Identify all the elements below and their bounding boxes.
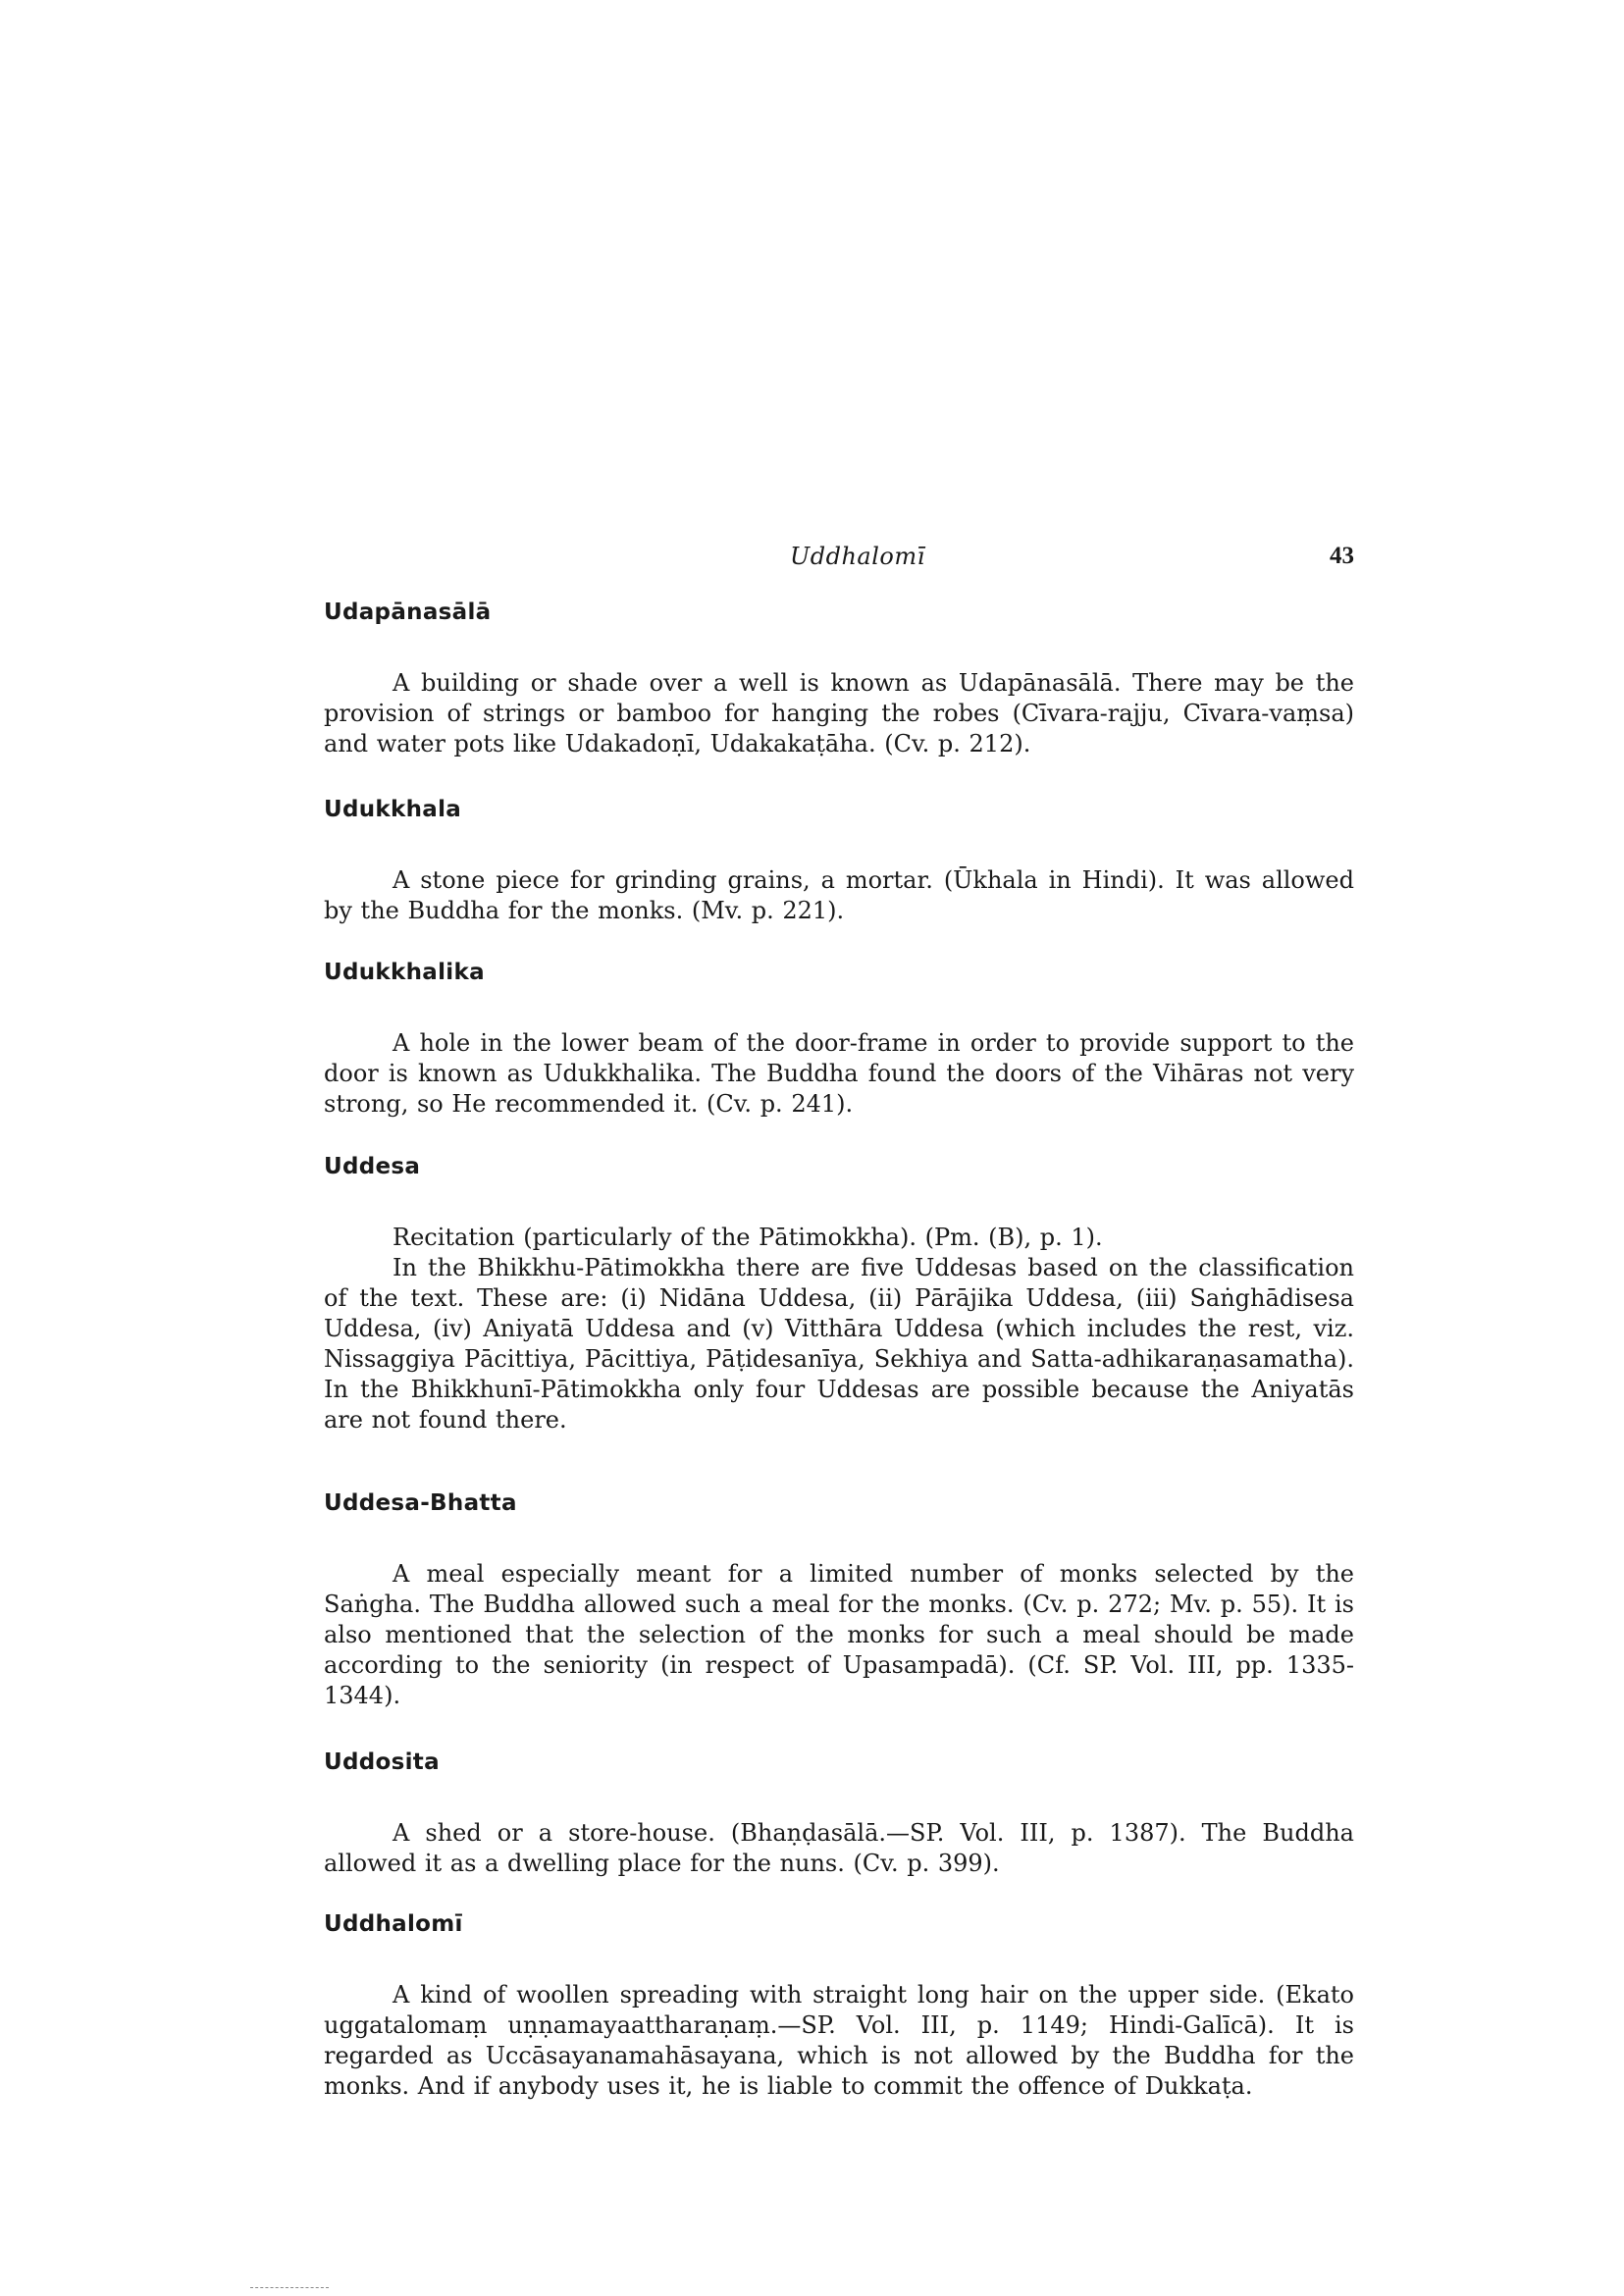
entry-paragraph: A shed or a store-house. (Bhaṇḍasālā.—SP. Vol. III, p. 1387). The Buddha allowed it as a dwelling place for the nuns. (Cv. p. 399). xyxy=(324,1819,1354,1877)
entry-udukkhalika xyxy=(324,956,1354,1120)
headword: Uddhalomī xyxy=(324,1911,463,1937)
headword: Uddesa xyxy=(324,1154,421,1179)
page-number: 43 xyxy=(1330,543,1354,569)
entry-paragraph: A kind of woollen spreading with straight long hair on the upper side. (Ekato uggatalomaṃ uṇṇamayaattharaṇaṃ.—SP. Vol. III, p. 1149; Hindi-Galīcā). It is regarded as Uccāsayanamahāsayana, which is not allowed by the Buddha for the monks. And if anybody uses it, he is liable to commit the offence of Dukkaṭa. xyxy=(324,1981,1354,2100)
running-title: Uddhalomī xyxy=(790,543,925,570)
entry-uddesa-bhatta xyxy=(324,1487,1354,1711)
entry-uddhalomi xyxy=(324,1907,1354,2102)
entry-uddosita xyxy=(324,1746,1354,1879)
headword: Uddosita xyxy=(324,1749,440,1775)
headword: Udapānasālā xyxy=(324,600,492,625)
entry-paragraph: A stone piece for grinding grains, a mortar. (Ūkhala in Hindi). It was allowed by the Buddha for the monks. (Mv. p. 221). xyxy=(324,866,1354,924)
entry-uddesa xyxy=(324,1150,1354,1435)
entry-paragraph: A building or shade over a well is known as Udapānasālā. There may be the provision of strings or bamboo for hanging the robes (Cīvara-rajju, Cīvara-vaṃsa) and water pots like Udakadoṇī, Udakakaṭāha. (Cv. p. 212). xyxy=(324,669,1354,757)
headword: Udukkhala xyxy=(324,797,462,822)
entry-udukkhala xyxy=(324,793,1354,926)
headword: Udukkhalika xyxy=(324,960,485,985)
entry-udapanasala xyxy=(324,596,1354,759)
entry-paragraph: A meal especially meant for a limited number of monks selected by the Saṅgha. The Buddha allowed such a meal for the monks. (Cv. p. 272; Mv. p. 55). It is also mentioned that the selection of the monks for such a meal should be made according to the seniority (in respect of Upasampadā). (Cf. SP. Vol. III, pp. 1335-1344). xyxy=(324,1560,1354,1709)
entry-paragraph: Recitation (particularly of the Pātimokkha). (Pm. (B), p. 1). xyxy=(393,1224,1103,1251)
footer-rule xyxy=(250,2287,329,2288)
headword: Uddesa-Bhatta xyxy=(324,1490,517,1516)
entry-paragraph: A hole in the lower beam of the door-frame in order to provide support to the door is known as Udukkhalika. The Buddha found the doors of the Vihāras not very strong, so He recommended it. (Cv. p. 241). xyxy=(324,1029,1354,1118)
running-head xyxy=(324,543,1354,582)
entry-paragraph: In the Bhikkhu-Pātimokkha there are five Uddesas based on the classification of the text. These are: (i) Nidāna Uddesa, (ii) Pārājika Uddesa, (iii) Saṅghādisesa Uddesa, (iv) Aniyatā Uddesa and (v) Vitthāra Uddesa (which includes the rest, viz. Nissaggiya Pācittiya, Pācittiya, Pāṭidesanīya, Sekhiya and Satta-adhikaraṇasamatha). In the Bhikkhunī-Pātimokkha only four Uddesas are possible because the Aniyatās are not found there. xyxy=(324,1254,1354,1434)
